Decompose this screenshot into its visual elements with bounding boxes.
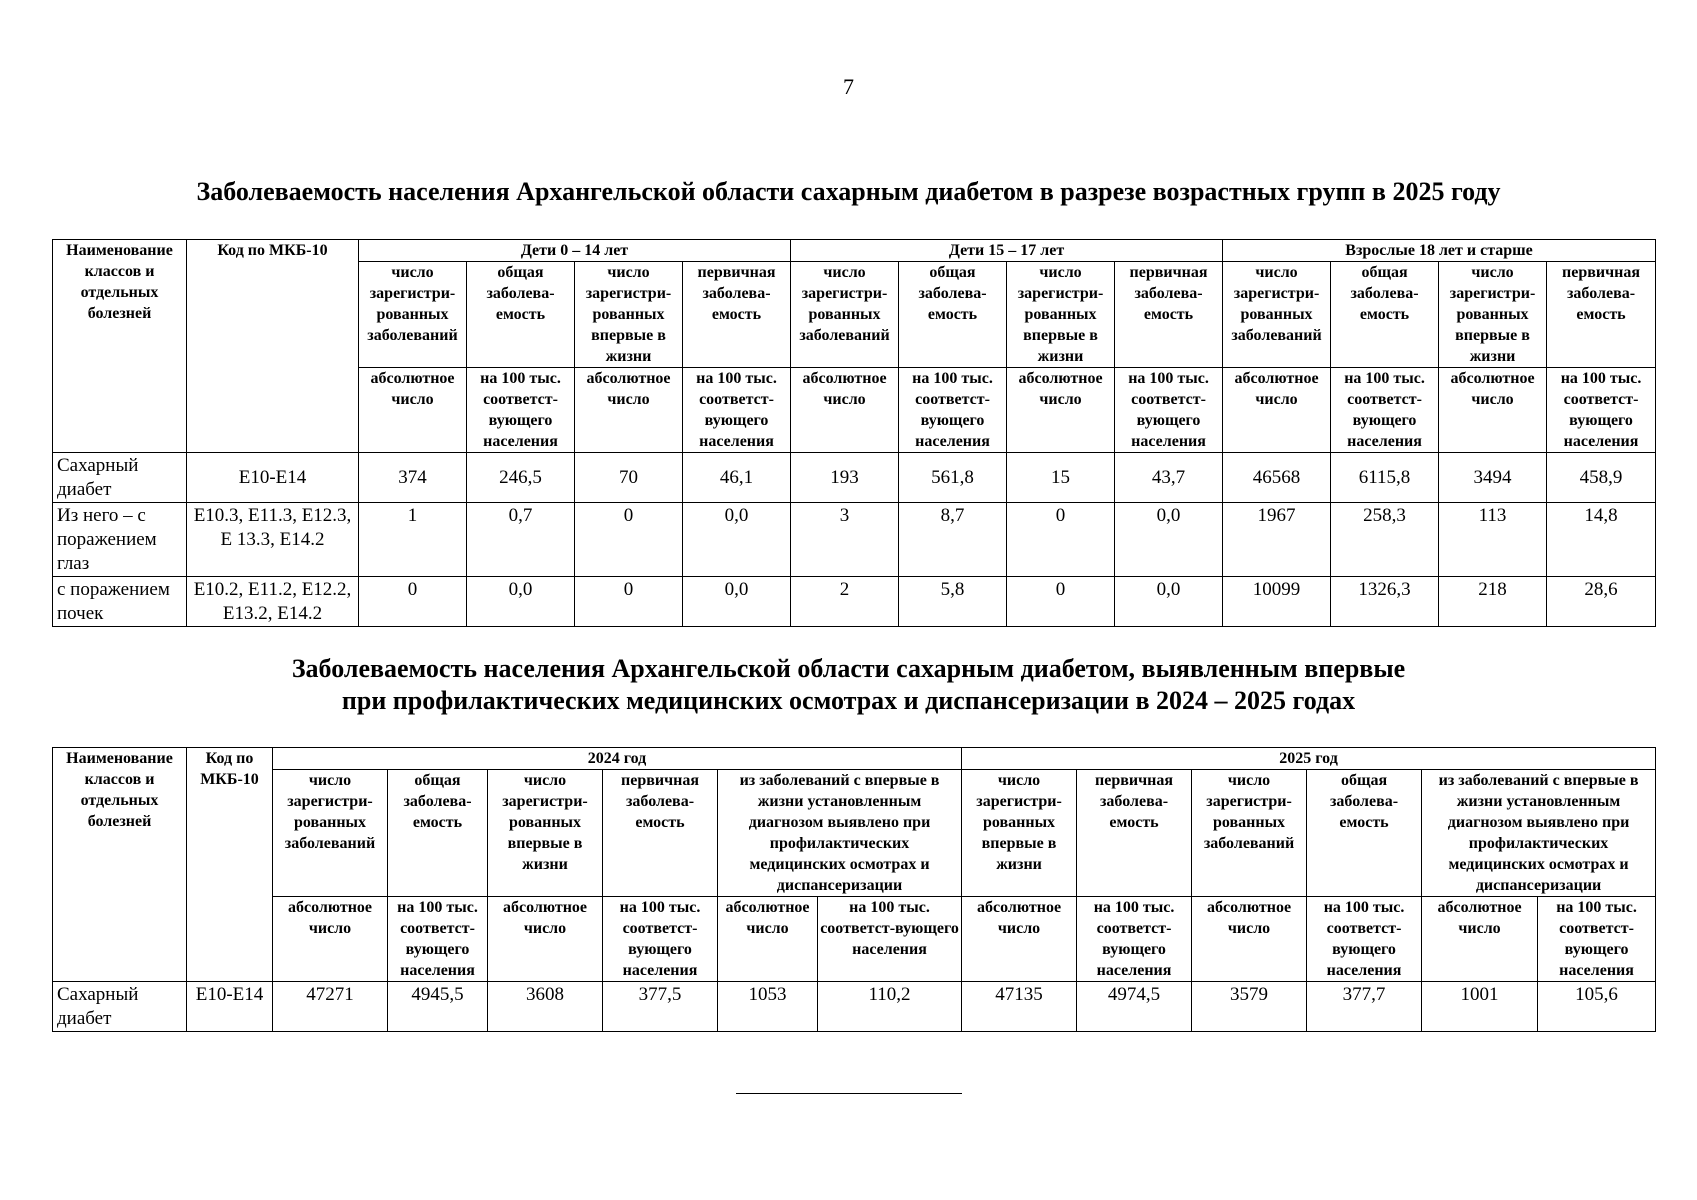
table-row — [53, 982, 1656, 1032]
cell: 1001 — [1422, 982, 1538, 1032]
table2-metric: первичная заболева-емость — [603, 770, 718, 897]
table2-metric: из заболеваний с впервые в жизни установленным диагнозом выявлено при профилактических медицинских осмотрах и диспансеризации — [718, 770, 962, 897]
table1-metric: число зарегистри-рованных впервые в жизни — [1439, 262, 1547, 368]
table1-header-group-adults: Взрослые 18 лет и старше — [1223, 240, 1656, 262]
table2-unit: абсолютное число — [718, 897, 818, 982]
table2-metric: число зарегистри-рованных заболеваний — [1192, 770, 1307, 897]
table1-unit: абсолютное число — [1007, 368, 1115, 453]
cell: 218 — [1439, 577, 1547, 627]
table1-unit: абсолютное число — [359, 368, 467, 453]
table2-header-row-units — [53, 897, 1656, 982]
row-name: Из него – с поражением глаз — [53, 503, 187, 577]
table2-metric: общая заболева-емость — [388, 770, 488, 897]
cell: 1053 — [718, 982, 818, 1032]
cell: 47271 — [273, 982, 388, 1032]
cell: 5,8 — [899, 577, 1007, 627]
table1-unit: на 100 тыс. соответст-вующего населения — [467, 368, 575, 453]
table1-metric: первичная заболева-емость — [1547, 262, 1656, 368]
cell: 0,0 — [1115, 503, 1223, 577]
table1-unit: абсолютное число — [1439, 368, 1547, 453]
cell: 258,3 — [1331, 503, 1439, 577]
page-number: 7 — [843, 74, 854, 99]
table1-header-row-groups — [53, 240, 1656, 262]
table2-unit: на 100 тыс. соответст-вующего населения — [1077, 897, 1192, 982]
row-name: с поражением почек — [53, 577, 187, 627]
row-code: E10.3, E11.3, E12.3, E 13.3, E14.2 — [187, 503, 359, 577]
cell: 47135 — [962, 982, 1077, 1032]
cell: 6115,8 — [1331, 453, 1439, 503]
table1-header-code: Код по МКБ-10 — [187, 240, 359, 453]
table1-header-group-teens: Дети 15 – 17 лет — [791, 240, 1223, 262]
table2-title-line1: Заболеваемость населения Архангельской области сахарным диабетом, выявленным впервые — [291, 654, 1406, 683]
table2-unit: абсолютное число — [488, 897, 603, 982]
table-row — [53, 453, 1656, 503]
cell: 8,7 — [899, 503, 1007, 577]
cell: 0,0 — [683, 503, 791, 577]
table1-metric: число зарегистри-рованных впервые в жизни — [1007, 262, 1115, 368]
table2-metric: общая заболева-емость — [1307, 770, 1422, 897]
table2-title — [0, 653, 1697, 717]
cell: 0,0 — [467, 577, 575, 627]
table1-metric: число зарегистри-рованных заболеваний — [791, 262, 899, 368]
table2 — [52, 747, 1656, 1032]
cell: 0 — [575, 503, 683, 577]
table2-unit: абсолютное число — [1192, 897, 1307, 982]
table2-unit: на 100 тыс. соответст-вующего населения — [818, 897, 962, 982]
table1-unit: абсолютное число — [791, 368, 899, 453]
table2-header-row-years — [53, 748, 1656, 770]
table2-header-row-metrics — [53, 770, 1656, 897]
table2-metric: число зарегистри-рованных заболеваний — [273, 770, 388, 897]
table2-metric: из заболеваний с впервые в жизни установленным диагнозом выявлено при профилактических медицинских осмотрах и диспансеризации — [1422, 770, 1656, 897]
table1-metric: число зарегистри-рованных впервые в жизни — [575, 262, 683, 368]
table2-unit: абсолютное число — [273, 897, 388, 982]
cell: 246,5 — [467, 453, 575, 503]
table1-unit: абсолютное число — [1223, 368, 1331, 453]
table1-metric: первичная заболева-емость — [683, 262, 791, 368]
cell: 3579 — [1192, 982, 1307, 1032]
cell: 4945,5 — [388, 982, 488, 1032]
table2-header-year-2024: 2024 год — [273, 748, 962, 770]
table2-unit: на 100 тыс. соответст-вующего населения — [388, 897, 488, 982]
table1-unit: на 100 тыс. соответст-вующего населения — [899, 368, 1007, 453]
table1 — [52, 239, 1656, 627]
cell: 0,7 — [467, 503, 575, 577]
cell: 113 — [1439, 503, 1547, 577]
table1-title: Заболеваемость населения Архангельской области сахарным диабетом в разрезе возрастных групп в 2025 году — [196, 177, 1501, 206]
table1-metric: число зарегистри-рованных заболеваний — [1223, 262, 1331, 368]
table1-header-name: Наименование классов и отдельных болезней — [53, 240, 187, 453]
cell: 0,0 — [1115, 577, 1223, 627]
table2-title-line2: при профилактических медицинских осмотрах и диспансеризации в 2024 – 2025 годах — [341, 686, 1356, 715]
table1-metric: общая заболева-емость — [899, 262, 1007, 368]
cell: 1967 — [1223, 503, 1331, 577]
cell: 0 — [1007, 577, 1115, 627]
cell: 28,6 — [1547, 577, 1656, 627]
table-row — [53, 577, 1656, 627]
row-name: Сахарный диабет — [53, 453, 187, 503]
table1-unit: на 100 тыс. соответст-вующего населения — [1115, 368, 1223, 453]
table1-metric: число зарегистри-рованных заболеваний — [359, 262, 467, 368]
cell: 14,8 — [1547, 503, 1656, 577]
row-code: E10-E14 — [187, 453, 359, 503]
cell: 1326,3 — [1331, 577, 1439, 627]
table2-metric: первичная заболева-емость — [1077, 770, 1192, 897]
cell: 46568 — [1223, 453, 1331, 503]
table1-metric: общая заболева-емость — [467, 262, 575, 368]
row-code: E10-E14 — [187, 982, 273, 1032]
cell: 70 — [575, 453, 683, 503]
cell: 110,2 — [818, 982, 962, 1032]
cell: 377,5 — [603, 982, 718, 1032]
table2-unit: на 100 тыс. соответст-вующего населения — [603, 897, 718, 982]
table2-unit: на 100 тыс. соответст-вующего населения — [1538, 897, 1656, 982]
table1-unit: абсолютное число — [575, 368, 683, 453]
cell: 2 — [791, 577, 899, 627]
cell: 374 — [359, 453, 467, 503]
cell: 43,7 — [1115, 453, 1223, 503]
cell: 3 — [791, 503, 899, 577]
cell: 561,8 — [899, 453, 1007, 503]
table1-metric: общая заболева-емость — [1331, 262, 1439, 368]
cell: 193 — [791, 453, 899, 503]
cell: 458,9 — [1547, 453, 1656, 503]
cell: 0 — [359, 577, 467, 627]
cell: 105,6 — [1538, 982, 1656, 1032]
table2-metric: число зарегистри-рованных впервые в жизни — [962, 770, 1077, 897]
table-row — [53, 503, 1656, 577]
cell: 0 — [575, 577, 683, 627]
table2-header-year-2025: 2025 год — [962, 748, 1656, 770]
table1-header-group-children: Дети 0 – 14 лет — [359, 240, 791, 262]
cell: 377,7 — [1307, 982, 1422, 1032]
cell: 4974,5 — [1077, 982, 1192, 1032]
table2-metric: число зарегистри-рованных впервые в жизни — [488, 770, 603, 897]
cell: 3608 — [488, 982, 603, 1032]
row-code: E10.2, E11.2, E12.2, E13.2, E14.2 — [187, 577, 359, 627]
cell: 0,0 — [683, 577, 791, 627]
end-rule — [736, 1093, 962, 1094]
cell: 1 — [359, 503, 467, 577]
table1-unit: на 100 тыс. соответст-вующего населения — [1331, 368, 1439, 453]
cell: 10099 — [1223, 577, 1331, 627]
row-name: Сахарный диабет — [53, 982, 187, 1032]
table1-unit: на 100 тыс. соответст-вующего населения — [683, 368, 791, 453]
cell: 3494 — [1439, 453, 1547, 503]
table1-metric: первичная заболева-емость — [1115, 262, 1223, 368]
cell: 0 — [1007, 503, 1115, 577]
table2-header-code: Код по МКБ-10 — [187, 748, 273, 982]
table2-unit: абсолютное число — [1422, 897, 1538, 982]
table2-unit: абсолютное число — [962, 897, 1077, 982]
table2-header-name: Наименование классов и отдельных болезней — [53, 748, 187, 982]
cell: 46,1 — [683, 453, 791, 503]
cell: 15 — [1007, 453, 1115, 503]
table1-unit: на 100 тыс. соответст-вующего населения — [1547, 368, 1656, 453]
table2-unit: на 100 тыс. соответст-вующего населения — [1307, 897, 1422, 982]
